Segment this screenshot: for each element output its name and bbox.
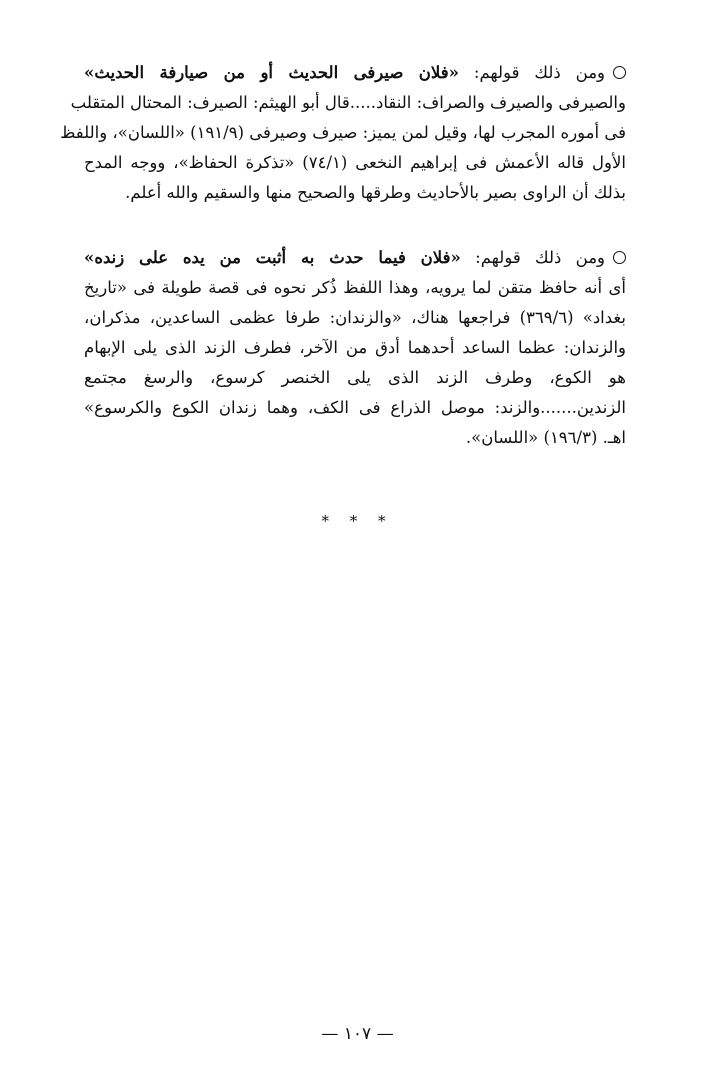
heading-phrase: «فلان صيرفى الحديث أو من صيارفة الحديث»	[84, 63, 459, 82]
text-line: الأول قاله الأعمش فى إبراهيم النخعى (٧٤/١) «تذكرة الحفاظ»، ووجه المدح	[84, 153, 626, 172]
text-line: بذلك أن الراوى بصير بالأحاديث وطرقها والصحيح منها والسقيم والله أعلم.	[125, 183, 626, 202]
text-line: اهـ. (١٩٦/٣) «اللسان».	[465, 428, 626, 447]
heading-phrase: «فلان فيما حدث به أثبت من يده على زنده»	[84, 248, 461, 267]
circle-bullet-icon	[613, 66, 626, 79]
page-number: — ١٠٧ —	[321, 1024, 394, 1044]
heading-intro: ومن ذلك قولهم:	[460, 248, 605, 267]
paragraph-heading-line	[84, 58, 626, 88]
text-line: والصيرفى والصيرف والصراف: النقاد.....قال أبو الهيثم: الصيرف: المحتال المتقلب	[70, 93, 626, 112]
text-line: فى أموره المجرب لها، وقيل لمن يميز: صيرف وصيرفى (١٩١/٩) «اللسان»، واللفظ	[60, 123, 626, 142]
text-line: الزندين.......والزند: موصل الذراع فى الكف، وهما زندان الكوع والكرسوع»	[84, 398, 626, 417]
paragraph-athbat	[84, 243, 626, 453]
paragraph-sayrafi	[60, 58, 626, 208]
text-line: هو الكوع، وطرف الزند الذى يلى الخنصر كرسوع، والرسغ مجتمع	[84, 368, 626, 387]
circle-bullet-icon	[613, 251, 626, 264]
paragraph-heading-line	[84, 243, 626, 273]
text-line: بغداد» (٣٦٩/٦) فراجعها هناك، «والزندان: طرفا عظمى الساعدين، مذكران،	[84, 308, 626, 327]
text-line: والزندان: عظما الساعد أحدهما أدق من الآخر، فطرف الزند الذى يلى الإبهام	[84, 338, 626, 357]
section-separator: * * *	[321, 512, 394, 530]
heading-intro: ومن ذلك قولهم:	[458, 63, 606, 82]
text-line: أى أنه حافظ متقن لما يرويه، وهذا اللفظ ذُكر نحوه فى قصة طويلة فى «تاريخ	[84, 278, 626, 297]
